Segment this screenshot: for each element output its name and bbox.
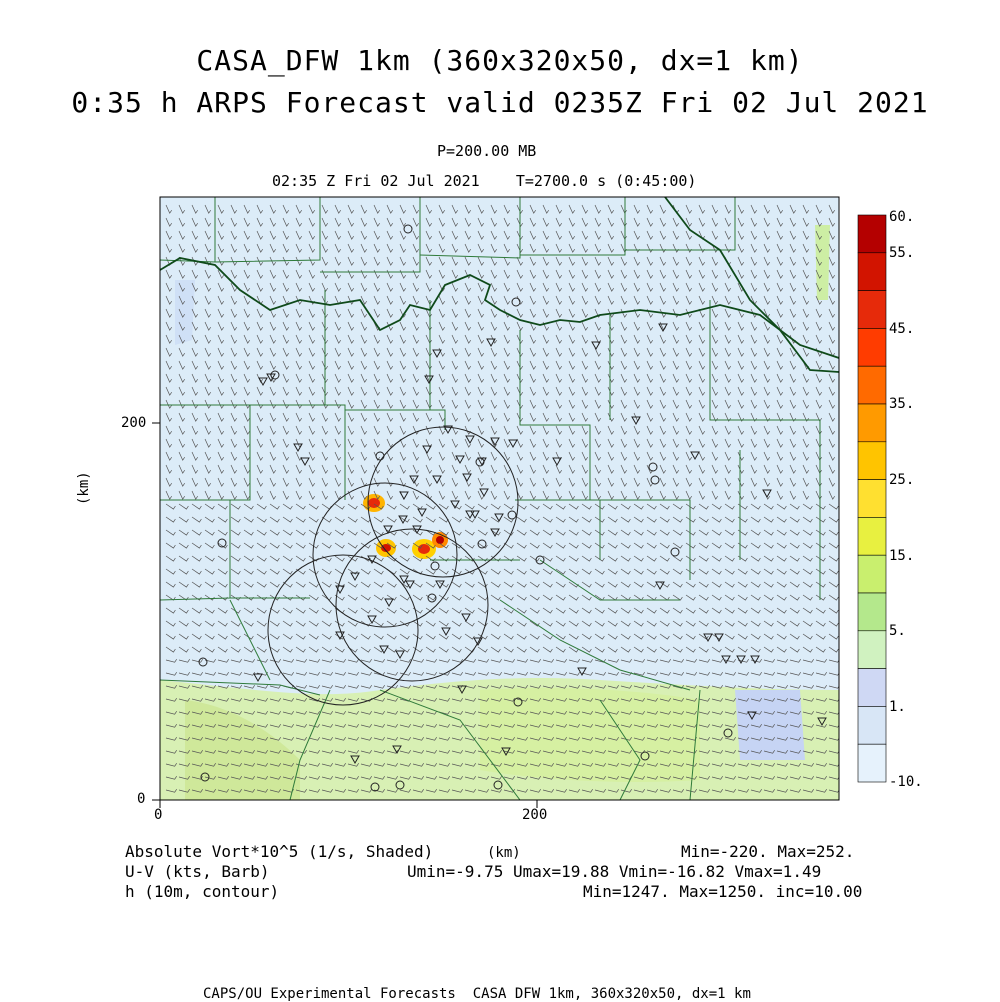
legend-vorticity: Absolute Vort*10^5 (1/s, Shaded) [125,842,434,861]
colorbar-swatch [858,669,886,707]
y-axis-unit: (km) [76,471,92,505]
colorbar-swatch [858,744,886,782]
colorbar-label: 35. [889,396,915,412]
colorbar-label: 25. [889,472,915,488]
colorbar-swatch [858,442,886,480]
colorbar-label: 5. [889,623,906,639]
colorbar-swatch [858,366,886,404]
x-axis-unit: (km) [487,845,521,861]
colorbar-label: 15. [889,548,915,564]
legend-vorticity-range: Min=-220. Max=252. [681,842,855,861]
legend-height: h (10m, contour) [125,882,280,901]
legend-wind-range: Umin=-9.75 Umax=19.88 Vmin=-16.82 Vmax=1.49 [407,862,822,881]
colorbar-swatch [858,706,886,744]
colorbar-swatch [858,631,886,669]
title-line-1: CASA_DFW 1km (360x320x50, dx=1 km) [196,44,804,77]
colorbar-label: -10. [889,774,923,790]
plot-area [160,197,840,800]
time-label: 02:35 Z Fri 02 Jul 2021 T=2700.0 s (0:45:00) [272,172,697,190]
colorbar [858,215,886,782]
x-tick-0: 0 [154,807,163,823]
x-tick-200: 200 [522,807,548,823]
colorbar-swatch [858,215,886,253]
colorbar-swatch [858,291,886,329]
colorbar-swatch [858,404,886,442]
footer-credit: CAPS/OU Experimental Forecasts CASA DFW 1km, 360x320x50, dx=1 km [203,986,751,1002]
vorticity-band-east [815,225,830,300]
vorticity-band-south [480,688,700,782]
colorbar-label: 45. [889,321,915,337]
colorbar-label: 60. [889,209,915,225]
colorbar-label: 55. [889,245,915,261]
pressure-label: P=200.00 MB [437,142,537,160]
colorbar-swatch [858,328,886,366]
legend-wind: U-V (kts, Barb) [125,862,270,881]
colorbar-swatch [858,555,886,593]
colorbar-label: 1. [889,699,906,715]
y-tick-0: 0 [137,791,146,807]
colorbar-swatch [858,517,886,555]
colorbar-swatch [858,593,886,631]
legend-height-range: Min=1247. Max=1250. inc=10.00 [583,882,863,901]
title-line-2: 0:35 h ARPS Forecast valid 0235Z Fri 02 Jul 2021 [71,86,929,119]
colorbar-swatch [858,480,886,518]
colorbar-swatch [858,253,886,291]
y-tick-200: 200 [121,415,147,431]
